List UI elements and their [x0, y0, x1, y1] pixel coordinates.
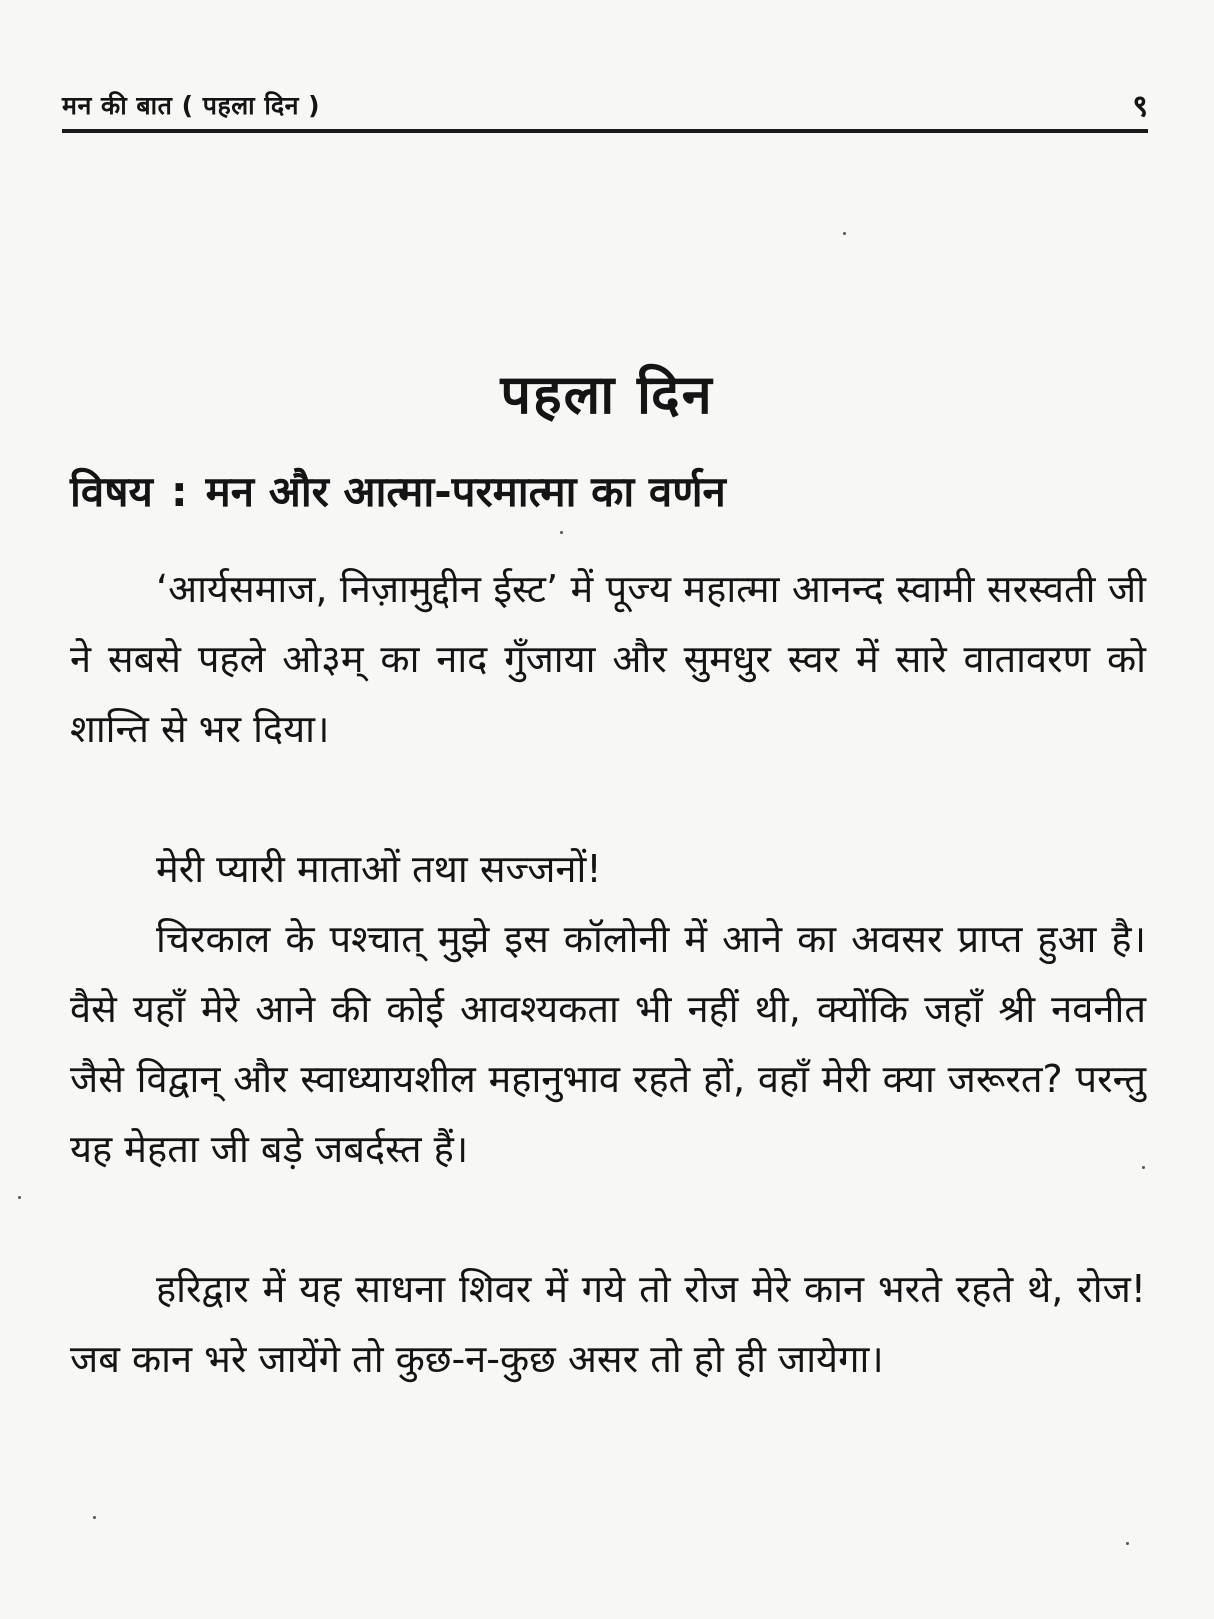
- print-speck: [843, 232, 846, 235]
- chapter-title: पहला दिन: [500, 363, 714, 426]
- print-speck: [1142, 1166, 1145, 1169]
- running-title: मन की बात ( पहला दिन ): [62, 91, 321, 120]
- subject-label: विषय: [70, 467, 153, 516]
- header-rule: [62, 129, 1148, 133]
- subject-heading: [70, 462, 1146, 519]
- print-speck: [18, 1196, 21, 1199]
- paragraph: चिरकाल के पश्चात् मुझे इस कॉलोनी में आने का अवसर प्राप्त हुआ है। वैसे यहाँ मेरे आने की कोई आवश्यकता भी नहीं थी, क्योंकि जहाँ श्री नवनीत जैसे विद्वान् और स्वाध्यायशील महानुभाव रहते हों, वहाँ मेरी क्या जरूरत? परन्तु यह मेहता जी बड़े जबर्दस्त हैं।: [70, 917, 1146, 1171]
- paragraph: ‘आर्यसमाज, निज़ामुद्दीन ईस्ट’ में पूज्य महात्मा आनन्द स्वामी सरस्वती जी ने सबसे पहले ओ३म् का नाद गुँजाया और सुमधुर स्वर में सारे वातावरण को शान्ति से भर दिया।: [70, 567, 1146, 751]
- paragraph: मेरी प्यारी माताओं तथा सज्जनों!: [156, 847, 602, 891]
- page-number: ९: [1132, 89, 1148, 124]
- print-speck: [93, 1516, 96, 1519]
- running-header: [62, 84, 1148, 128]
- print-speck: [560, 531, 563, 534]
- subject-colon: :: [170, 467, 188, 516]
- print-speck: [1126, 1542, 1129, 1545]
- paragraph: हरिद्वार में यह साधना शिवर में गये तो रोज मेरे कान भरते रहते थे, रोज! जब कान भरे जायेंगे तो कुछ-न-कुछ असर तो हो ही जायेगा।: [70, 1267, 1146, 1381]
- subject-text: मन और आत्मा-परमात्मा का वर्णन: [205, 467, 726, 516]
